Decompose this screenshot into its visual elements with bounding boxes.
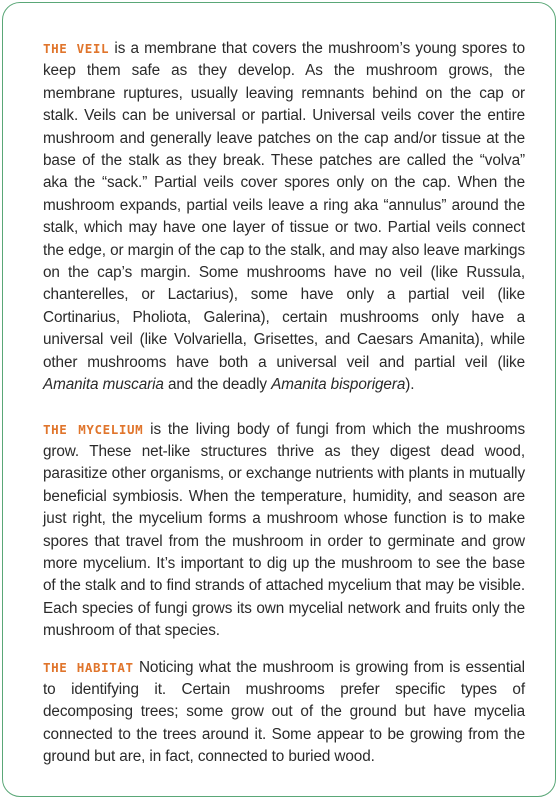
article-body	[43, 38, 525, 769]
page-card	[2, 2, 556, 797]
text-run: and the deadly	[163, 376, 272, 394]
text-run: is the living body of fungi from which the mushrooms grow. These net-like structures thrive as they digest dead wood, parasitize other organisms, or exchange nutrients with plants in mutually beneficial symbiosis. When the temperature, humidity, and season are just right, the mycelium forms a mushroom whose function is to make spores that travel from the mushroom in order to germinate and grow more mycelium. It’s important to dig up the mushroom to see the base of the stalk and to find strands of attached mycelium that may be visible. Each species of fungi grows its own mycelial network and fruits only the mushroom of that species.	[43, 420, 525, 640]
section-heading: THE MYCELIUM	[43, 421, 144, 437]
species-name: Amanita muscaria	[43, 376, 164, 394]
text-run: Noticing what the mushroom is growing from is essential to identifying it. Certain mushrooms prefer specific types of decomposing trees; some grow out of the ground but have mycelia connected to the trees around it. Some appear to be growing from the ground but are, in fact, connected to buried wood.	[43, 658, 525, 766]
text-run: ).	[405, 376, 415, 394]
section-veil	[43, 38, 525, 397]
text-run: is a membrane that covers the mushroom’s young spores to keep them safe as they develop. As the mushroom grows, the membrane ruptures, usually leaving remnants behind on the cap or stalk. Veils can be universal or partial. Universal veils cover the entire mushroom and generally leave patches on the cap and/or tissue at the base of the stalk as they break. These patches are called the “volva” aka the “sack.” Partial veils cover spores only on the cap. When the mushroom expands, partial veils leave a ring aka “annulus” around the stalk, which may have one layer of tissue or two. Partial veils connect the edge, or margin of the cap to the stalk, and may also leave markings on the cap’s margin. Some mushrooms have no veil (like Russula, chanterelles, or Lactarius), some have only a partial veil (like Cortinarius, Pholiota, Galerina), certain mushrooms only have a universal veil (like Volvariella, Grisettes, and Caesars Amanita), while other mushrooms have both a universal veil and partial veil (like	[43, 40, 525, 371]
section-heading: THE HABITAT	[43, 659, 134, 675]
species-name: Amanita bisporigera	[271, 376, 406, 394]
section-habitat	[43, 657, 525, 769]
section-mycelium	[43, 419, 525, 643]
section-heading: THE VEIL	[43, 41, 110, 56]
